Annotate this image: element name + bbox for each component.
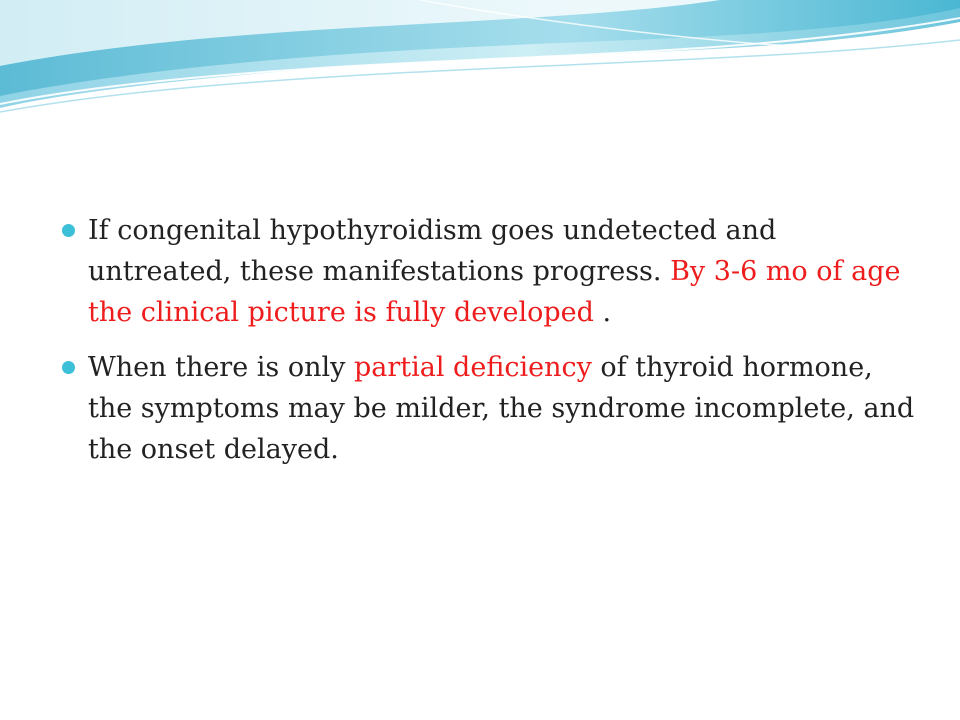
bullet-item [62, 347, 922, 470]
bullet-item [62, 210, 922, 333]
bullet-text: . [593, 297, 612, 328]
bullet-dot-icon [62, 224, 75, 237]
bullet-text: of thyroid hormone, the symptoms may be milder, the syndrome incomplete, and the onset delayed. [88, 352, 915, 465]
bullet-list [62, 210, 922, 484]
bullet-dot-icon [62, 361, 75, 374]
bullet-text: If congenital hypothyroidism goes undetected and untreated, these manifestations progress. [88, 215, 777, 287]
bullet-highlight: By 3-6 mo of age the clinical picture is fully developed [88, 256, 901, 328]
header-wave-decoration [0, 0, 960, 120]
bullet-text: When there is only [88, 352, 354, 383]
bullet-highlight: partial deficiency [353, 352, 592, 383]
